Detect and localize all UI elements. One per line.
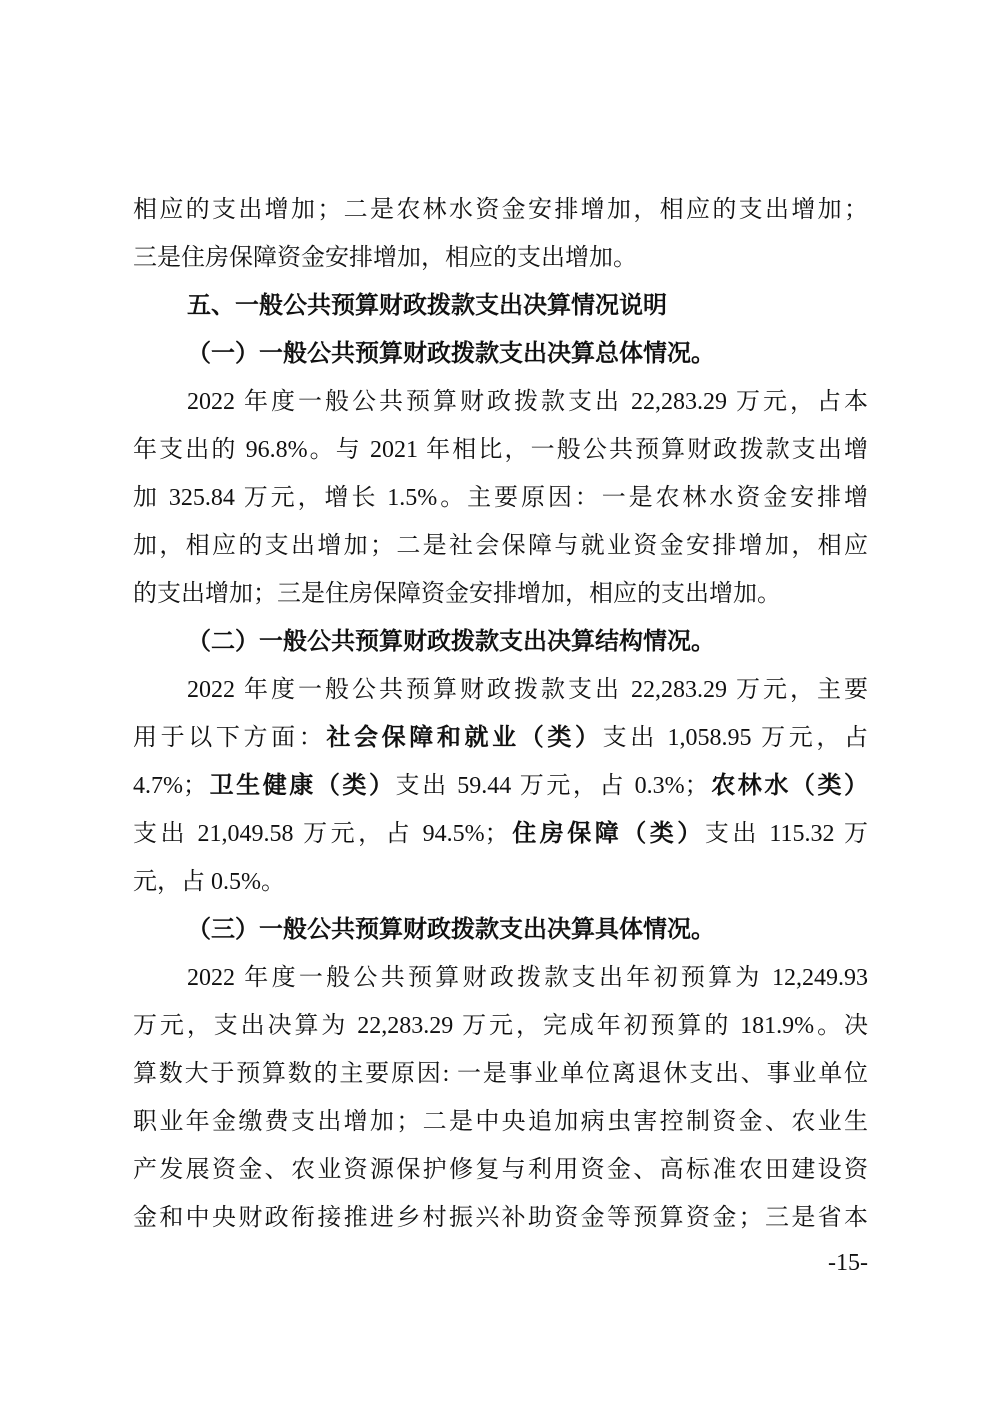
text-segment: 万元，支出决算为 22,283.29 万元，完成年初预算的 181.9%。决 (133, 1013, 868, 1039)
text-segment: 2022 年度一般公共预算财政拨款支出年初预算为 12,249.93 (187, 965, 868, 991)
text-segment: 4.7%； (133, 773, 207, 799)
emphasis-text-segment: 卫生健康（类） (207, 772, 396, 799)
heading-subsection-1 (133, 330, 868, 378)
body-text-line (133, 378, 868, 426)
text-segment: 支出 1,058.95 万元，占 (602, 725, 868, 751)
body-text-line (133, 1194, 868, 1242)
page-number: -15- (828, 1250, 868, 1276)
text-segment: 的支出增加；三是住房保障资金安排增加，相应的支出增加。 (133, 581, 781, 607)
body-text-line (133, 522, 868, 570)
heading-subsection-3 (133, 906, 868, 954)
text-segment: 支出 21,049.58 万元，占 94.5%； (133, 821, 509, 847)
body-text-line (133, 234, 868, 282)
body-text-line (133, 714, 868, 762)
heading-section-5 (133, 282, 868, 330)
emphasis-text-segment: 农林水（类） (708, 772, 869, 799)
body-text-line (133, 1146, 868, 1194)
body-text-line (133, 858, 868, 906)
text-segment: 算数大于预算数的主要原因: 一是事业单位离退休支出、事业单位 (133, 1061, 868, 1087)
body-text-line (133, 186, 868, 234)
text-segment: 加 325.84 万元，增长 1.5%。主要原因：一是农林水资金安排增 (133, 485, 868, 511)
body-text-line (133, 954, 868, 1002)
body-text-line (133, 1098, 868, 1146)
text-segment: 三是住房保障资金安排增加，相应的支出增加。 (133, 245, 637, 271)
text-segment: 2022 年度一般公共预算财政拨款支出 22,283.29 万元，占本 (187, 389, 868, 415)
text-segment: 职业年金缴费支出增加；二是中央追加病虫害控制资金、农业生 (133, 1109, 868, 1135)
body-text-line (133, 810, 868, 858)
text-segment: 支出 115.32 万 (704, 821, 869, 847)
body-text-line (133, 570, 868, 618)
text-segment: 产发展资金、农业资源保护修复与利用资金、高标准农田建设资 (133, 1157, 868, 1183)
body-text-line (133, 666, 868, 714)
heading-subsection-2 (133, 618, 868, 666)
emphasis-text-segment: 住房保障（类） (508, 820, 705, 847)
body-text-line (133, 762, 868, 810)
body-text-line (133, 1002, 868, 1050)
text-segment: 年支出的 96.8%。与 2021 年相比，一般公共预算财政拨款支出增 (133, 437, 868, 463)
emphasis-text-segment: 五、一般公共预算财政拨款支出决算情况说明 (187, 292, 667, 319)
page-body (133, 186, 868, 1242)
emphasis-text-segment: 社会保障和就业（类） (326, 724, 603, 751)
text-segment: 用于以下方面： (133, 725, 327, 751)
text-segment: 加，相应的支出增加；二是社会保障与就业资金安排增加，相应 (133, 533, 868, 559)
emphasis-text-segment: （三）一般公共预算财政拨款支出决算具体情况。 (187, 916, 715, 943)
text-segment: 2022 年度一般公共预算财政拨款支出 22,283.29 万元，主要 (187, 677, 868, 703)
text-segment: 元，占 0.5%。 (133, 869, 285, 895)
body-text-line (133, 426, 868, 474)
emphasis-text-segment: （一）一般公共预算财政拨款支出决算总体情况。 (187, 340, 715, 367)
text-segment: 相应的支出增加；二是农林水资金安排增加，相应的支出增加； (133, 197, 868, 223)
body-text-line (133, 474, 868, 522)
text-segment: 支出 59.44 万元，占 0.3%； (395, 773, 709, 799)
text-segment: 金和中央财政衔接推进乡村振兴补助资金等预算资金；三是省本 (133, 1205, 868, 1231)
emphasis-text-segment: （二）一般公共预算财政拨款支出决算结构情况。 (187, 628, 715, 655)
body-text-line (133, 1050, 868, 1098)
